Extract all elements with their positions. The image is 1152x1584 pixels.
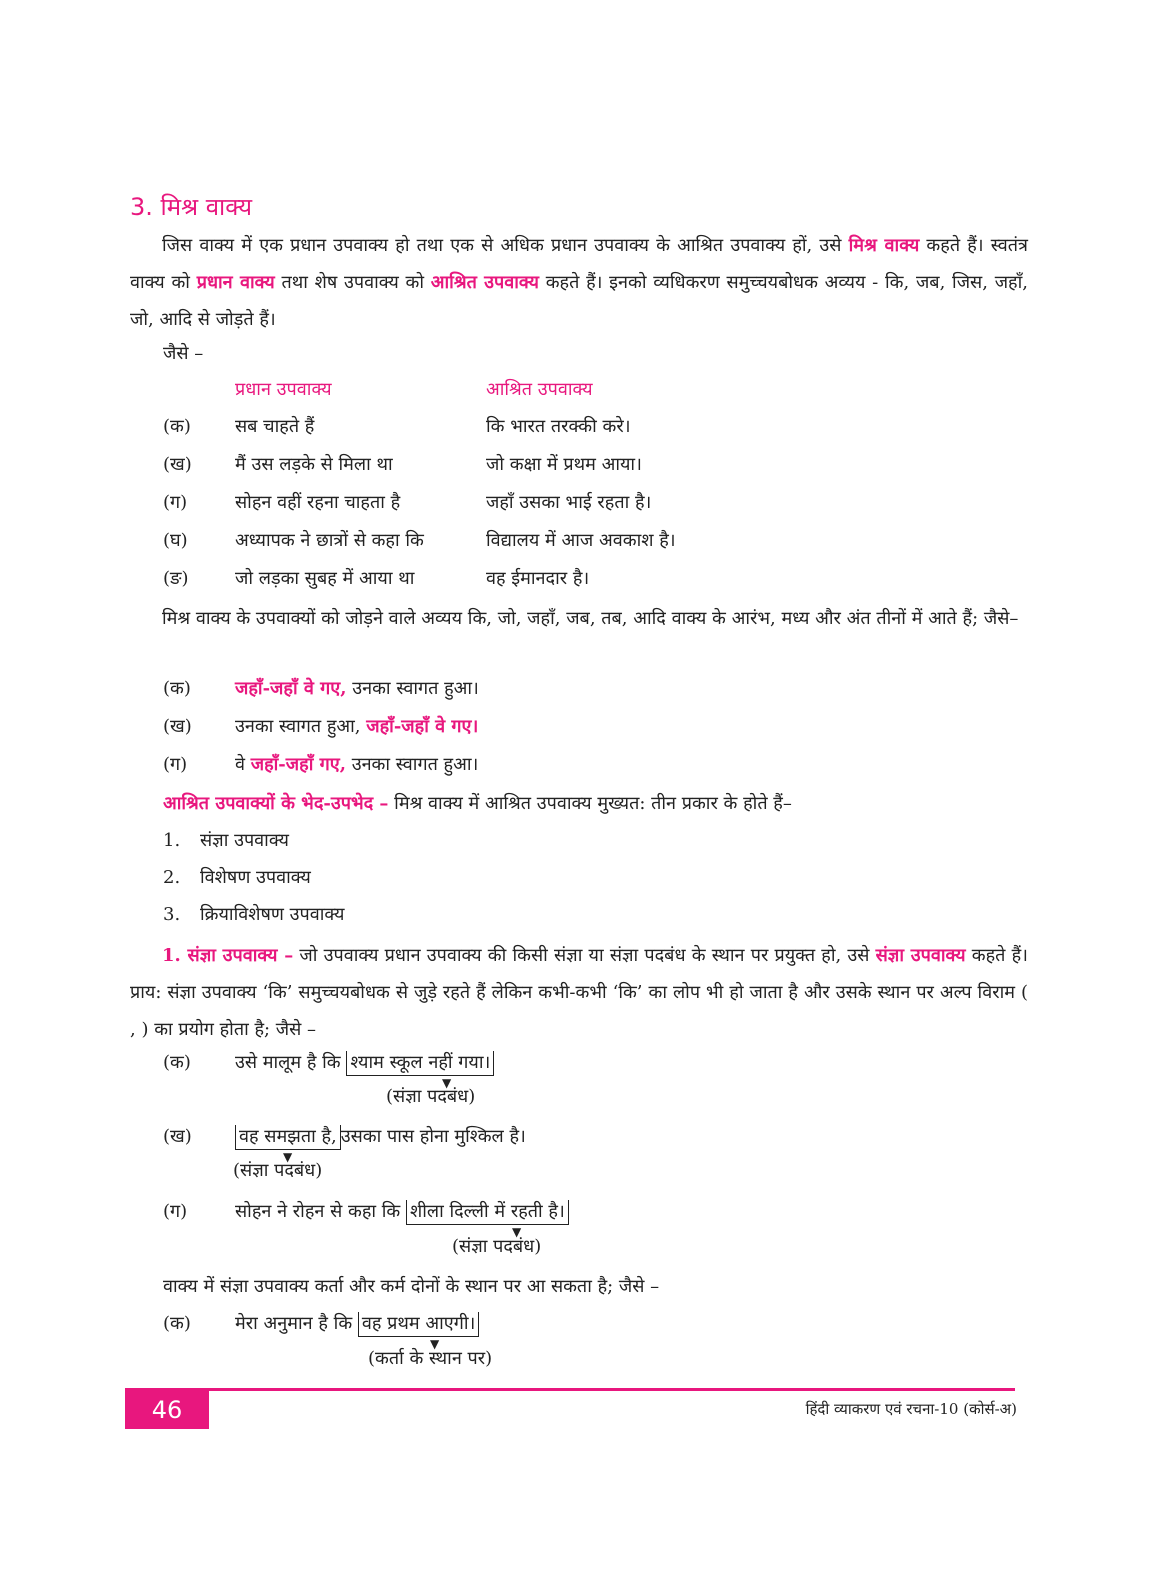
types-line — [163, 790, 792, 818]
list-number: 1. — [163, 830, 181, 851]
table-header-main: प्रधान उपवाक्य — [235, 379, 332, 400]
noun-clause-text-b: कहते हैं। प्राय: संज्ञा उपवाक्य ‘कि’ समुच्चयबोधक से जुड़े रहते हैं लेकिन कभी-कभी ‘कि’ का लोप भी हो जाता है और उसके स्थान पर अल्प विराम ( , ) का प्रयोग होता है; जैसे – — [130, 945, 1028, 1040]
row-dep: जहाँ उसका भाई रहता है। — [486, 492, 652, 513]
example-pre: उनका स्वागत हुआ, — [235, 716, 367, 737]
clause-caption: (संज्ञा पदबंध) — [386, 1086, 476, 1107]
row-dep: विद्यालय में आज अवकाश है। — [486, 530, 676, 551]
row-main: मैं उस लड़के से मिला था — [235, 454, 393, 475]
example-pre: मेरा अनुमान है कि — [235, 1313, 358, 1334]
term-sangya-upvakya: संज्ञा उपवाक्य — [875, 945, 966, 966]
intro-text-b: कहते हैं। स्वतंत्र वाक्य को — [130, 235, 1028, 293]
row-main: अध्यापक ने छात्रों से कहा कि — [235, 530, 424, 551]
bracketed-clause: श्याम स्कूल नहीं गया। — [346, 1051, 494, 1076]
example-highlight: जहाँ-जहाँ वे गए, — [235, 678, 347, 699]
row-marker: (ङ) — [163, 568, 189, 589]
example-pre: उसे मालूम है कि — [235, 1052, 347, 1073]
position-text: वाक्य में संज्ञा उपवाक्य कर्ता और कर्म दोनों के स्थान पर आ सकता है; जैसे – — [163, 1276, 660, 1297]
types-text: मिश्र वाक्य में आश्रित उपवाक्य मुख्यत: तीन प्रकार के होते हैं– — [388, 793, 792, 814]
list-number: 2. — [163, 867, 181, 888]
noun-clause-title: 1. संज्ञा उपवाक्य – — [162, 945, 294, 966]
row-marker: (क) — [163, 416, 191, 437]
row-marker: (ग) — [163, 492, 188, 513]
section-heading: 3. मिश्र वाक्य — [130, 193, 253, 221]
term-pradhan-vakya: प्रधान वाक्य — [196, 272, 275, 293]
row-dep: वह ईमानदार है। — [486, 568, 590, 589]
clause-caption: (कर्ता के स्थान पर) — [368, 1348, 493, 1369]
noun-clause-text-a: जो उपवाक्य प्रधान उपवाक्य की किसी संज्ञा या संज्ञा पदबंध के स्थान पर प्रयुक्त हो, उसे — [293, 945, 876, 966]
example-highlight: जहाँ-जहाँ वे गए। — [366, 716, 479, 737]
list-label: क्रियाविशेषण उपवाक्य — [200, 904, 345, 925]
example-pre: वे — [235, 754, 251, 775]
example-pre: सोहन ने रोहन से कहा कि — [235, 1201, 406, 1222]
example-post: उसका पास होना मुश्किल है। — [340, 1126, 526, 1147]
intro-text-a: जिस वाक्य में एक प्रधान उपवाक्य हो तथा एक से अधिक प्रधान उपवाक्य के आश्रित उपवाक्य हों, उसे — [162, 235, 849, 256]
intro-text-c: तथा शेष उपवाक्य को — [274, 272, 431, 293]
arrow-down-icon: ▼ — [442, 1076, 452, 1090]
intro-paragraph — [130, 227, 1028, 338]
row-main: जो लड़का सुबह में आया था — [235, 568, 415, 589]
term-ashrit-upvakya: आश्रित उपवाक्य — [430, 272, 539, 293]
arrow-down-icon: ▼ — [512, 1225, 522, 1239]
row-marker: (घ) — [163, 530, 188, 551]
list-label: विशेषण उपवाक्य — [200, 867, 311, 888]
bracketed-clause: वह समझता है, — [235, 1125, 341, 1150]
example-post: उनका स्वागत हुआ। — [346, 678, 479, 699]
example-post: उनका स्वागत हुआ। — [345, 754, 479, 775]
row-dep: कि भारत तरक्की करे। — [486, 416, 631, 437]
example-marker: (क) — [163, 1052, 191, 1073]
jaise-label: जैसे – — [163, 343, 204, 364]
clause-caption: (संज्ञा पदबंध) — [233, 1160, 323, 1181]
example-marker: (क) — [163, 678, 191, 699]
example-marker: (ख) — [163, 1126, 192, 1147]
table-header-dep: आश्रित उपवाक्य — [486, 379, 593, 400]
intro-text-d: कहते हैं। इनको व्यधिकरण समुच्चयबोधक अव्यय - कि, जब, जिस, जहाँ, जो, आदि से जोड़ते हैं। — [130, 272, 1028, 330]
bracketed-clause: वह प्रथम आएगी। — [358, 1312, 480, 1337]
term-mishra-vakya: मिश्र वाक्य — [848, 235, 920, 256]
row-marker: (ख) — [163, 454, 192, 475]
connectors-paragraph: मिश्र वाक्य के उपवाक्यों को जोड़ने वाले अव्यय कि, जो, जहाँ, जब, तब, आदि वाक्य के आरंभ, मध्य और अंत तीनों में आते हैं; जैसे– — [162, 608, 1019, 629]
bracketed-clause: शीला दिल्ली में रहती है। — [406, 1200, 569, 1225]
example-marker: (क) — [163, 1313, 191, 1334]
list-number: 3. — [163, 904, 181, 925]
row-main: सोहन वहीं रहना चाहता है — [235, 492, 401, 513]
noun-clause-paragraph — [130, 937, 1028, 1048]
footer-rule — [125, 1388, 1015, 1391]
list-label: संज्ञा उपवाक्य — [200, 830, 289, 851]
types-title: आश्रित उपवाक्यों के भेद-उपभेद – — [163, 793, 389, 814]
arrow-down-icon: ▼ — [283, 1150, 293, 1164]
example-marker: (ग) — [163, 1201, 188, 1222]
row-main: सब चाहते हैं — [235, 416, 315, 437]
book-title: हिंदी व्याकरण एवं रचना-10 (कोर्स-अ) — [805, 1400, 1017, 1418]
example-highlight: जहाँ-जहाँ गए, — [250, 754, 346, 775]
example-marker: (ग) — [163, 754, 188, 775]
arrow-down-icon: ▼ — [430, 1337, 440, 1351]
row-dep: जो कक्षा में प्रथम आया। — [486, 454, 642, 475]
clause-caption: (संज्ञा पदबंध) — [452, 1236, 542, 1257]
example-marker: (ख) — [163, 716, 192, 737]
page-number: 46 — [125, 1391, 209, 1429]
